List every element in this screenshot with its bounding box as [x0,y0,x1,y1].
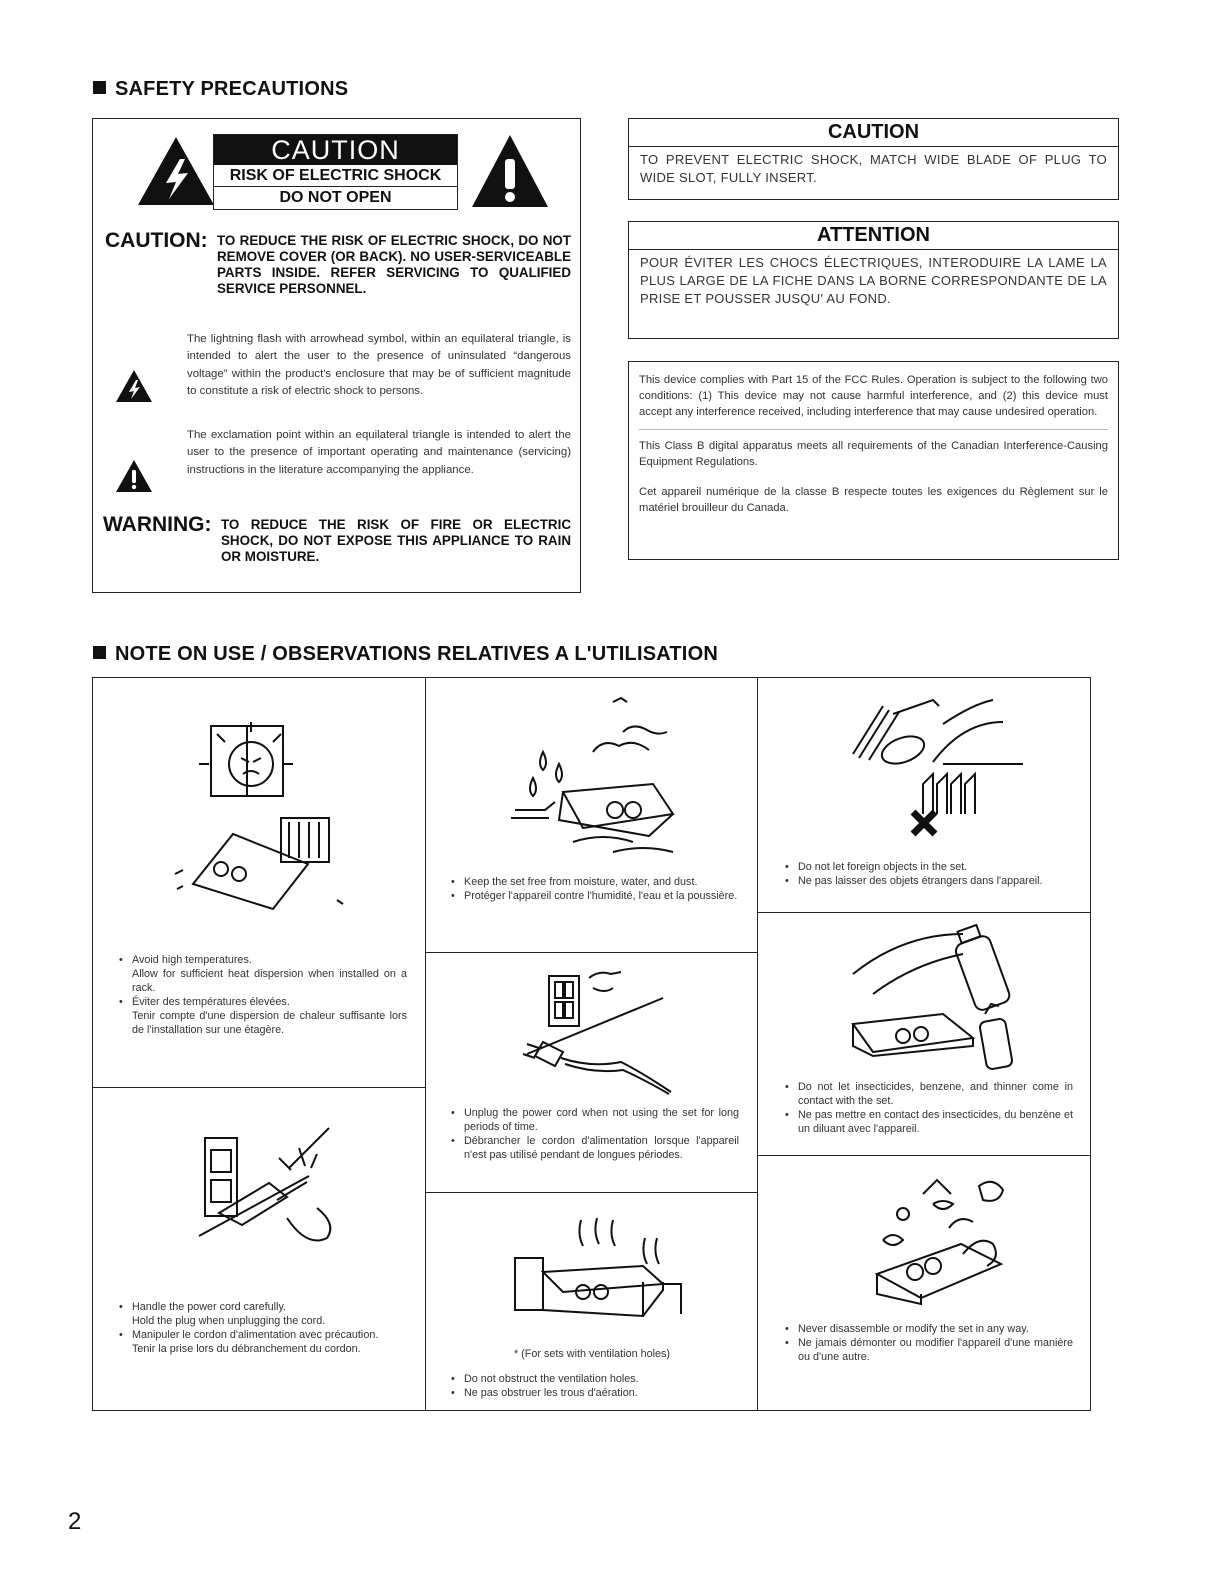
safety-caution-box [92,118,581,593]
cell7-bullets [783,1080,1073,1136]
heading-square-icon [93,646,106,659]
warning-text: TO REDUCE THE RISK OF FIRE OR ELECTRIC SHOCK, DO NOT EXPOSE THIS APPLIANCE TO RAIN OR MOISTURE. [221,517,571,564]
column-divider [757,678,758,1410]
insecticide-spray-illustration [833,924,1033,1074]
bullet-item: • Handle the power cord carefully. Hold the plug when unplugging the cord. [117,1300,407,1328]
attention-box [628,221,1119,339]
moisture-dust-illustration [503,692,693,867]
attention-text: POUR ÉVITER LES CHOCS ÉLECTRIQUES, INTERODUIRE LA LAME LA PLUS LARGE DE LA FICHE DANS LA BORNE CORRESPONDANTE DE LA PRISE ET POUSSER JUSQU' AU FOND. [640,255,1107,306]
fcc-paragraph: This device complies with Part 15 of the FCC Rules. Operation is subject to the following two conditions: (1) This device may not cause harmful interference, and (2) this device must accept any interference received, including interference that may cause undesired operation. [639,374,1108,418]
bullet-item: • Ne jamais démonter ou modifier l'appareil d'une manière ou d'une autre. [783,1336,1073,1364]
caution-plug-title: CAUTION [629,119,1118,147]
caution-heading: CAUTION: [105,229,208,252]
row-divider [757,1155,1091,1156]
bullet-item: • Keep the set free from moisture, water, and dust. [449,875,739,889]
note-on-use-grid [92,677,1091,1411]
bullet-item: • Ne pas laisser des objets étrangers dans l'appareil. [783,874,1073,888]
bullet-item: • Unplug the power cord when not using the set for long periods of time. [449,1106,739,1134]
fcc-divider [639,429,1108,430]
unplug-illustration [513,968,683,1096]
bullet-item: • Never disassemble or modify the set in any way. [783,1322,1073,1336]
caution-plug-text: TO PREVENT ELECTRIC SHOCK, MATCH WIDE BLADE OF PLUG TO WIDE SLOT, FULLY INSERT. [640,152,1107,185]
row-divider [425,952,757,953]
bullet-item: • Avoid high temperatures. Allow for sufficient heat dispersion when installed on a rack. [117,953,407,995]
plug-handling-illustration [179,1118,349,1288]
small-exclamation-triangle-icon [115,459,153,493]
cell2-bullets [117,1300,407,1356]
exclamation-symbol-text: The exclamation point within an equilateral triangle is intended to alert the user to the presence of important operating and maintenance (servicing) instructions in the literature accompanying the appliance. [187,429,571,476]
heading-square-icon [93,81,106,94]
cell1-bullets [117,953,407,1037]
column-divider [425,678,426,1410]
bullet-item: • Do not let insecticides, benzene, and thinner come in contact with the set. [783,1080,1073,1108]
bullet-item: • Do not let foreign objects in the set. [783,860,1073,874]
bullet-item: • Protéger l'appareil contre l'humidité, l'eau et la poussière. [449,889,739,903]
page-number: 2 [68,1508,82,1535]
fcc-box [628,361,1119,560]
small-lightning-triangle-icon [115,369,153,403]
bullet-item: • Ne pas mettre en contact des insecticides, du benzène et un diluant avec l'appareil. [783,1108,1073,1136]
disassemble-illustration [863,1164,1023,1314]
exclamation-triangle-icon [470,133,550,209]
bullet-item: • Éviter des températures élevées. Tenir compte d'une dispersion de chaleur suffisante lors de l'installation sur une étagère. [117,995,407,1037]
note-heading: NOTE ON USE / OBSERVATIONS RELATIVES A L'UTILISATION [93,643,718,666]
cell8-bullets [783,1322,1073,1364]
cell5-bullets [449,1372,739,1400]
caution-label-title: CAUTION [214,135,457,165]
lightning-symbol-text: The lightning flash with arrowhead symbol, within an equilateral triangle, is intended to alert the user to the presence of uninsulated “dangerous voltage” within the product's enclosure that may be of sufficient magnitude to constitute a risk of electric shock to persons. [187,333,571,398]
sun-heat-illustration [163,714,363,914]
caution-label-risk: RISK OF ELECTRIC SHOCK [214,165,457,187]
ventilation-illustration [503,1212,693,1342]
row-divider [757,912,1091,913]
row-divider [93,1087,425,1088]
bullet-item: • Manipuler le cordon d'alimentation avec précaution. Tenir la prise lors du débranchement du cordon. [117,1328,407,1356]
bullet-item: • Do not obstruct the ventilation holes. [449,1372,739,1386]
row-divider [425,1192,757,1193]
foreign-objects-illustration [823,694,1033,844]
lightning-triangle-icon [136,135,216,207]
caution-text: TO REDUCE THE RISK OF ELECTRIC SHOCK, DO NOT REMOVE COVER (OR BACK). NO USER-SERVICEABLE PARTS INSIDE. REFER SERVICING TO QUALIFIED SERVICE PERSONNEL. [217,233,571,296]
caution-label-open: DO NOT OPEN [279,189,392,206]
ventilation-note: * (For sets with ventilation holes) [513,1348,671,1360]
cell6-bullets [783,860,1073,888]
canada-paragraph-en: This Class B digital apparatus meets all requirements of the Canadian Interference-Causing Equipment Regulations. [639,440,1108,468]
cell3-bullets [449,875,739,903]
caution-plug-box [628,118,1119,200]
canada-paragraph-fr: Cet appareil numérique de la classe B respecte toutes les exigences du Règlement sur le matériel brouilleur du Canada. [639,486,1108,514]
bullet-item: • Ne pas obstruer les trous d'aération. [449,1386,739,1400]
cell4-bullets [449,1106,739,1162]
caution-label [213,134,458,210]
warning-heading: WARNING: [103,513,212,536]
safety-heading: SAFETY PRECAUTIONS [93,78,348,101]
bullet-item: • Débrancher le cordon d'alimentation lorsque l'appareil n'est pas utilisé pendant de longues périodes. [449,1134,739,1162]
attention-title: ATTENTION [629,222,1118,250]
